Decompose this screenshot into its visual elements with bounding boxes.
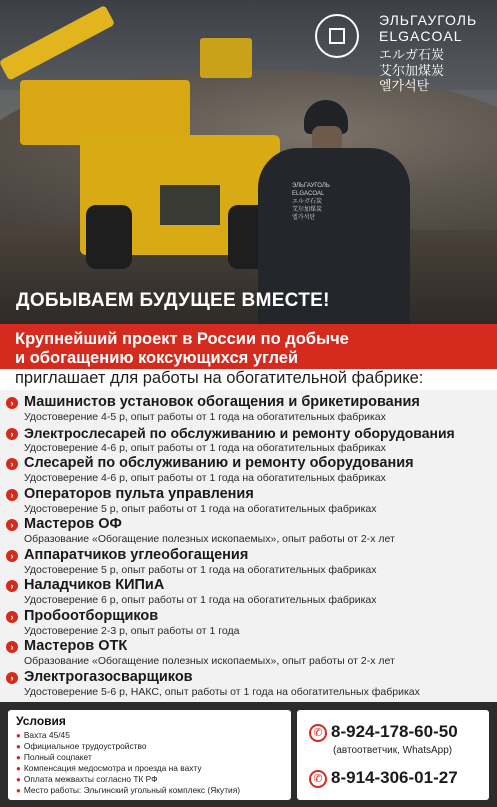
vacancy-title: Мастеров ОТК bbox=[24, 638, 128, 654]
chevron-right-icon: › bbox=[6, 428, 18, 440]
vacancy-requirements: Удостоверение 5 р, опыт работы от 1 года на обогатительных фабриках bbox=[24, 563, 377, 576]
vacancy-title: Операторов пульта управления bbox=[24, 485, 254, 502]
jacket-print-line: ELGACOAL bbox=[292, 191, 325, 197]
truck-wheel bbox=[86, 205, 132, 269]
condition-item bbox=[16, 741, 240, 752]
jacket-print-line: エルガ石炭 bbox=[292, 199, 323, 205]
vacancy-requirements: Удостоверение 4-6 р, опыт работы от 1 года на обогатительных фабриках bbox=[24, 472, 386, 484]
vacancy-requirements: Удостоверение 4-5 р, опыт работы от 1 года на обогатительных фабриках bbox=[24, 411, 386, 423]
condition-text: Место работы: Эльгинский угольный комплекс (Якутия) bbox=[23, 785, 241, 796]
headline-line-1: Крупнейший проект в России по добыче bbox=[15, 330, 349, 348]
vacancy-item bbox=[6, 455, 494, 486]
vacancy-item bbox=[6, 608, 494, 639]
conditions-box bbox=[8, 710, 291, 800]
chevron-right-icon: › bbox=[6, 489, 18, 501]
phone-note: (автоответчик, WhatsApp) bbox=[333, 745, 453, 756]
chevron-right-icon: › bbox=[6, 611, 18, 623]
logo-name-jp: エルガ石炭 bbox=[379, 47, 445, 62]
logo-name-en: ELGACOAL bbox=[379, 28, 463, 44]
logo-name-cn: 艾尔加煤炭 bbox=[379, 63, 445, 78]
condition-text: Оплата межвахты согласно ТК РФ bbox=[23, 774, 158, 785]
bullet-icon: ● bbox=[16, 731, 21, 740]
vacancy-title: Машинистов установок обогащения и брикетирования bbox=[24, 394, 420, 410]
vacancy-requirements: Удостоверение 5 р, опыт работы от 1 года на обогатительных фабриках bbox=[24, 502, 377, 515]
vacancy-title: Пробоотборщиков bbox=[24, 607, 159, 624]
condition-item bbox=[16, 752, 240, 763]
bullet-icon: ● bbox=[16, 753, 21, 763]
logo-name-kr: 엘가석탄 bbox=[379, 78, 430, 93]
condition-text: Полный соцпакет bbox=[23, 752, 92, 763]
vacancy-title: Наладчиков КИПиА bbox=[24, 577, 165, 593]
vacancy-item bbox=[6, 516, 494, 547]
vacancy-title: Аппаратчиков углеобогащения bbox=[24, 546, 249, 563]
phone-icon: ✆ bbox=[309, 724, 327, 742]
vacancy-requirements: Образование «Обогащение полезных ископаемых», опыт работы от 2-х лет bbox=[24, 655, 395, 667]
vacancy-item bbox=[6, 577, 494, 608]
vacancy-item bbox=[6, 547, 494, 578]
vacancy-title: Электрослесарей по обслуживанию и ремонту оборудования bbox=[24, 424, 455, 441]
logo-name-ru: ЭЛЬГАУГОЛЬ bbox=[379, 12, 478, 28]
headline-band bbox=[0, 324, 497, 390]
vacancy-requirements: Удостоверение 6 р, опыт работы от 1 года на обогатительных фабриках bbox=[24, 594, 377, 606]
condition-item bbox=[16, 774, 240, 785]
bullet-icon: ● bbox=[16, 786, 21, 796]
vacancy-item bbox=[6, 486, 494, 517]
distant-dozer bbox=[200, 38, 252, 78]
chevron-right-icon: › bbox=[6, 580, 18, 592]
jacket-print-line: 엘가석탄 bbox=[292, 215, 316, 221]
chevron-right-icon: › bbox=[6, 458, 18, 470]
vacancy-item bbox=[6, 669, 494, 700]
vacancy-requirements: Образование «Обогащение полезных ископаемых», опыт работы от 2-х лет bbox=[24, 533, 395, 545]
contacts-box bbox=[297, 710, 489, 800]
chevron-right-icon: › bbox=[6, 519, 18, 531]
vacancy-title: Слесарей по обслуживанию и ремонту оборудования bbox=[24, 455, 414, 471]
conditions-list bbox=[16, 730, 240, 797]
conditions-heading: Условия bbox=[16, 714, 66, 728]
headline-line-2: и обогащению коксующихся углей bbox=[15, 349, 299, 367]
condition-item bbox=[16, 785, 240, 796]
logo-mark-icon bbox=[315, 14, 359, 58]
footer bbox=[0, 702, 497, 807]
company-logo bbox=[313, 12, 489, 102]
chevron-right-icon: › bbox=[6, 397, 18, 409]
phone-icon: ✆ bbox=[309, 770, 327, 788]
bullet-icon: ● bbox=[16, 742, 21, 752]
phone-number-1[interactable]: 8-924-178-60-50 bbox=[331, 722, 458, 741]
vacancy-requirements: Удостоверение 2-3 р, опыт работы от 1 года bbox=[24, 624, 240, 637]
condition-text: Официальное трудоустройство bbox=[23, 741, 147, 752]
condition-item bbox=[16, 763, 240, 774]
condition-text: Вахта 45/45 bbox=[23, 730, 70, 740]
vacancy-list bbox=[6, 394, 494, 699]
jacket-print-line: ЭЛЬГАУГОЛЬ bbox=[292, 183, 330, 189]
bullet-icon: ● bbox=[16, 775, 21, 785]
chevron-right-icon: › bbox=[6, 641, 18, 653]
invite-strip bbox=[0, 369, 497, 390]
vacancy-title: Мастеров ОФ bbox=[24, 516, 122, 532]
vacancy-title: Электрогазосварщиков bbox=[24, 668, 193, 685]
chevron-right-icon: › bbox=[6, 550, 18, 562]
phone-number-2[interactable]: 8-914-306-01-27 bbox=[331, 768, 458, 787]
vacancy-item bbox=[6, 425, 494, 456]
vacancy-requirements: Удостоверение 5-6 р, НАКС, опыт работы от 1 года на обогатительных фабриках bbox=[24, 685, 420, 698]
jacket-print bbox=[292, 182, 330, 222]
vacancy-item bbox=[6, 638, 494, 669]
truck-grill bbox=[160, 185, 220, 225]
condition-item bbox=[16, 730, 240, 741]
slogan: ДОБЫВАЕМ БУДУЩЕЕ ВМЕСТЕ! bbox=[16, 290, 330, 311]
vacancy-requirements: Удостоверение 4-6 р, опыт работы от 1 года на обогатительных фабриках bbox=[24, 441, 386, 454]
vacancy-item bbox=[6, 394, 494, 425]
condition-text: Компенсация медосмотра и проезда на вахту bbox=[23, 763, 202, 774]
chevron-right-icon: › bbox=[6, 672, 18, 684]
bullet-icon: ● bbox=[16, 764, 21, 774]
invite-text: приглашает для работы на обогатительной фабрике: bbox=[15, 369, 424, 387]
jacket-print-line: 艾尔加煤炭 bbox=[292, 207, 323, 213]
mining-photo bbox=[0, 0, 497, 324]
